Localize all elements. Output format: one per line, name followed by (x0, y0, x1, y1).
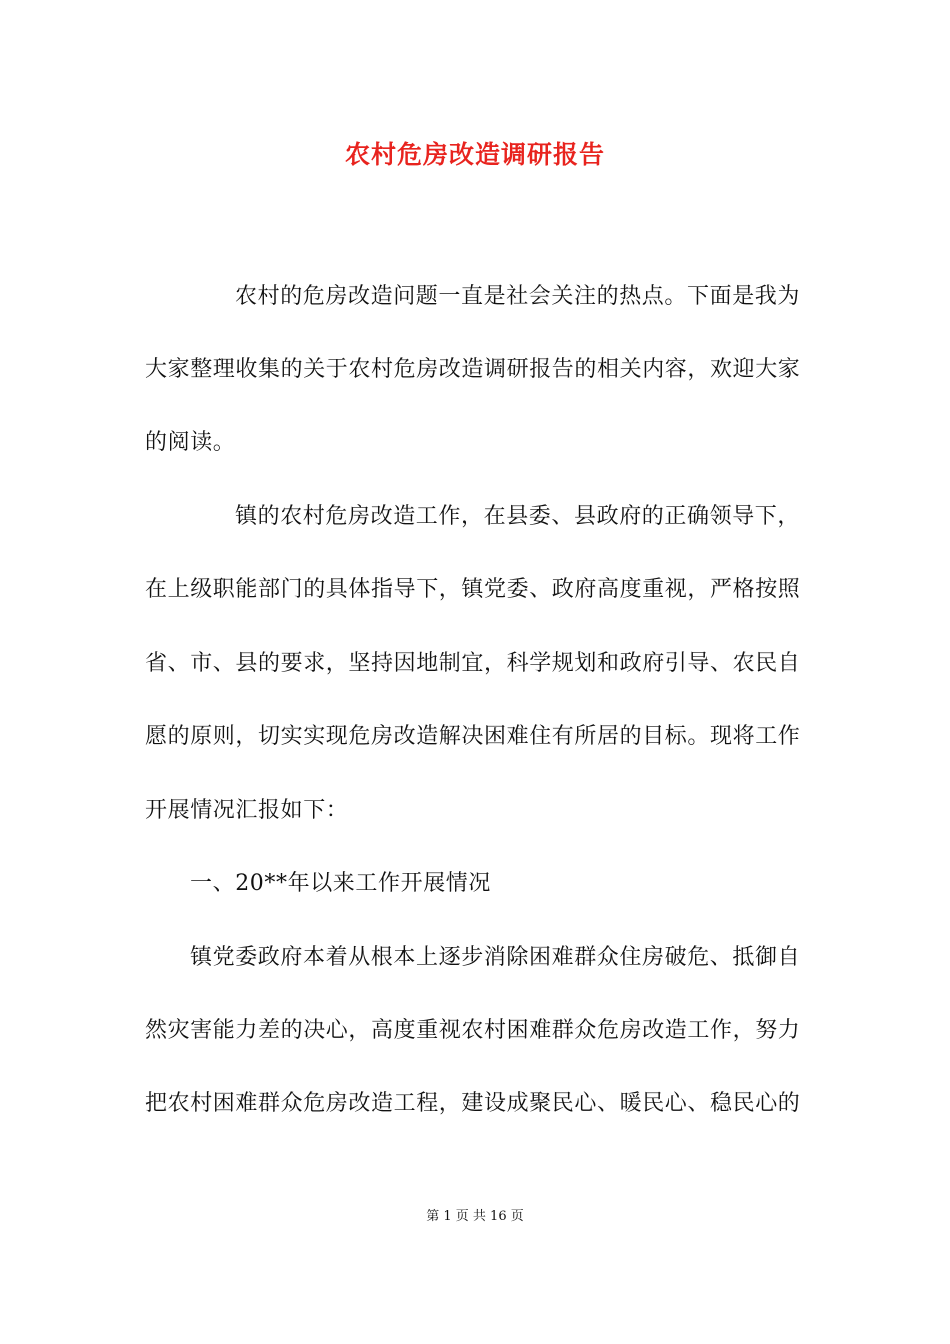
body-line-6: 省、市、县的要求，坚持因地制宜，科学规划和政府引导、农民自 (145, 651, 801, 676)
body-line-7: 愿的原则，切实实现危房改造解决困难住有所居的目标。现将工作 (145, 724, 801, 749)
body-line-2: 大家整理收集的关于农村危房改造调研报告的相关内容，欢迎大家 (145, 357, 801, 382)
body-line-4: 镇的农村危房改造工作，在县委、县政府的正确领导下， (235, 504, 801, 529)
body-line-8: 开展情况汇报如下： (145, 798, 349, 823)
body-line-10: 然灾害能力差的决心，高度重视农村困难群众危房改造工作，努力 (145, 1018, 801, 1043)
page-footer (0, 1208, 950, 1226)
document-title: 农村危房改造调研报告 (344, 140, 605, 169)
body-line-9: 镇党委政府本着从根本上逐步消除困难群众住房破危、抵御自 (190, 945, 801, 970)
page-number-label: 第 1 页 共 16 页 (426, 1209, 524, 1224)
section-heading: 一、20**年以来工作开展情况 (190, 871, 491, 896)
body-line-3: 的阅读。 (145, 430, 236, 455)
body-line-1: 农村的危房改造问题一直是社会关注的热点。下面是我为 (235, 284, 801, 309)
body-line-11: 把农村困难群众危房改造工程，建设成聚民心、暖民心、稳民心的 (145, 1091, 801, 1116)
body-line-5: 在上级职能部门的具体指导下，镇党委、政府高度重视，严格按照 (145, 577, 801, 602)
